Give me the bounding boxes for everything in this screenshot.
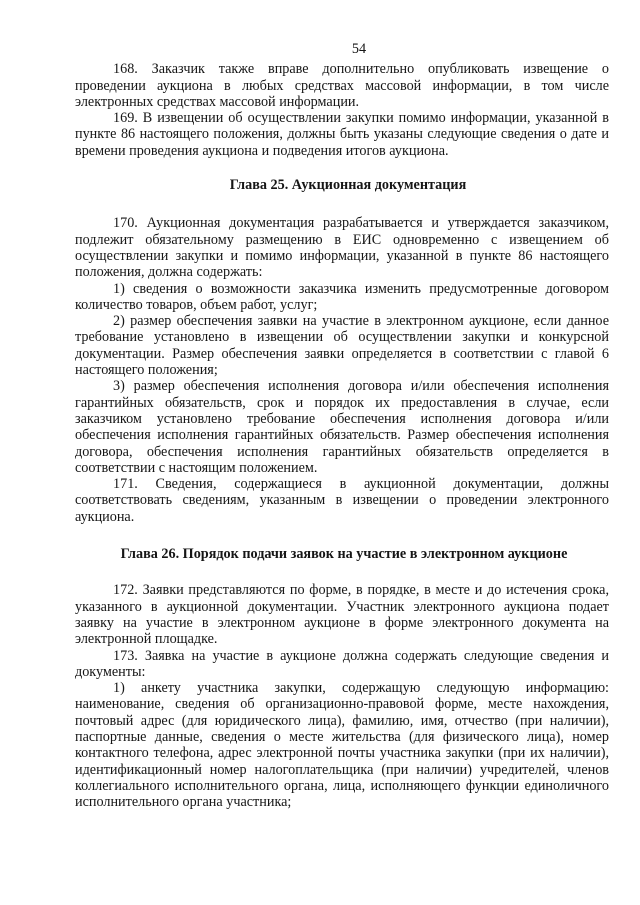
paragraph-169: 169. В извещении об осуществлении закупки помимо информации, указанной в пункте 86 настоящего положения, должны быть указаны следующие сведения о дате и времени проведения аукциона и подведения итогов аукциона. [75, 110, 609, 159]
paragraph-172: 172. Заявки представляются по форме, в порядке, в месте и до истечения срока, указанного в аукционной документации. Участник электронного аукциона подает заявку на участие в электронном аукционе в форме электронного документа на электронной площадке. [75, 582, 609, 648]
page-number: 54 [351, 41, 367, 57]
paragraph-170: 170. Аукционная документация разрабатывается и утверждается заказчиком, подлежит обязательному размещению в ЕИС одновременно с извещением об осуществлении закупки и помимо информации, указанной в пункте 86 настоящего положения, должна содержать: [75, 215, 609, 281]
chapter-26-heading: Глава 26. Порядок подачи заявок на участие в электронном аукционе [120, 546, 568, 563]
paragraph-171: 171. Сведения, содержащиеся в аукционной документации, должны соответствовать сведениям, указанным в извещении о проведении электронного аукциона. [75, 476, 609, 525]
paragraph-170-item-3: 3) размер обеспечения исполнения договора и/или обеспечения исполнения гарантийных обязательств, срок и порядок их предоставления в случае, если заказчиком установлено требование обеспечения исполнения договора и/или обеспечения исполнения гарантийных обязательств. Размер обеспечения исполнения договора, обеспечения исполнения гарантийных обязательств определяется в соответствии с настоящим положением. [75, 378, 609, 476]
paragraph-170-item-2: 2) размер обеспечения заявки на участие в электронном аукционе, если данное требование установлено в извещении об осуществлении закупки и конкурсной документации. Размер обеспечения заявки определяется в соответствии с главой 6 настоящего положения; [75, 313, 609, 379]
paragraph-170-item-1: 1) сведения о возможности заказчика изменить предусмотренные договором количество товаров, объем работ, услуг; [75, 280, 609, 313]
paragraph-173-item-1: 1) анкету участника закупки, содержащую следующую информацию: наименование, сведения об организационно-правовой форме, месте нахождения, почтовый адрес (для юридического лица), фамилию, имя, отчество (при наличии), паспортные данные, сведения о месте жительства (для физического лица), номер контактного телефона, адрес электронной почты участника закупки (при их наличии), идентификационный номер налогоплательщика (при наличии) учредителей, членов коллегиального исполнительного органа, лица, исполняющего функции единоличного исполнительного органа участника; [75, 680, 609, 811]
paragraph-168: 168. Заказчик также вправе дополнительно опубликовать извещение о проведении аукциона в любых средствах массовой информации, в том числе электронных средствах массовой информации. [75, 61, 609, 110]
chapter-25-heading: Глава 25. Аукционная документация [229, 177, 467, 194]
paragraph-173: 173. Заявка на участие в аукционе должна содержать следующие сведения и документы: [75, 647, 609, 680]
